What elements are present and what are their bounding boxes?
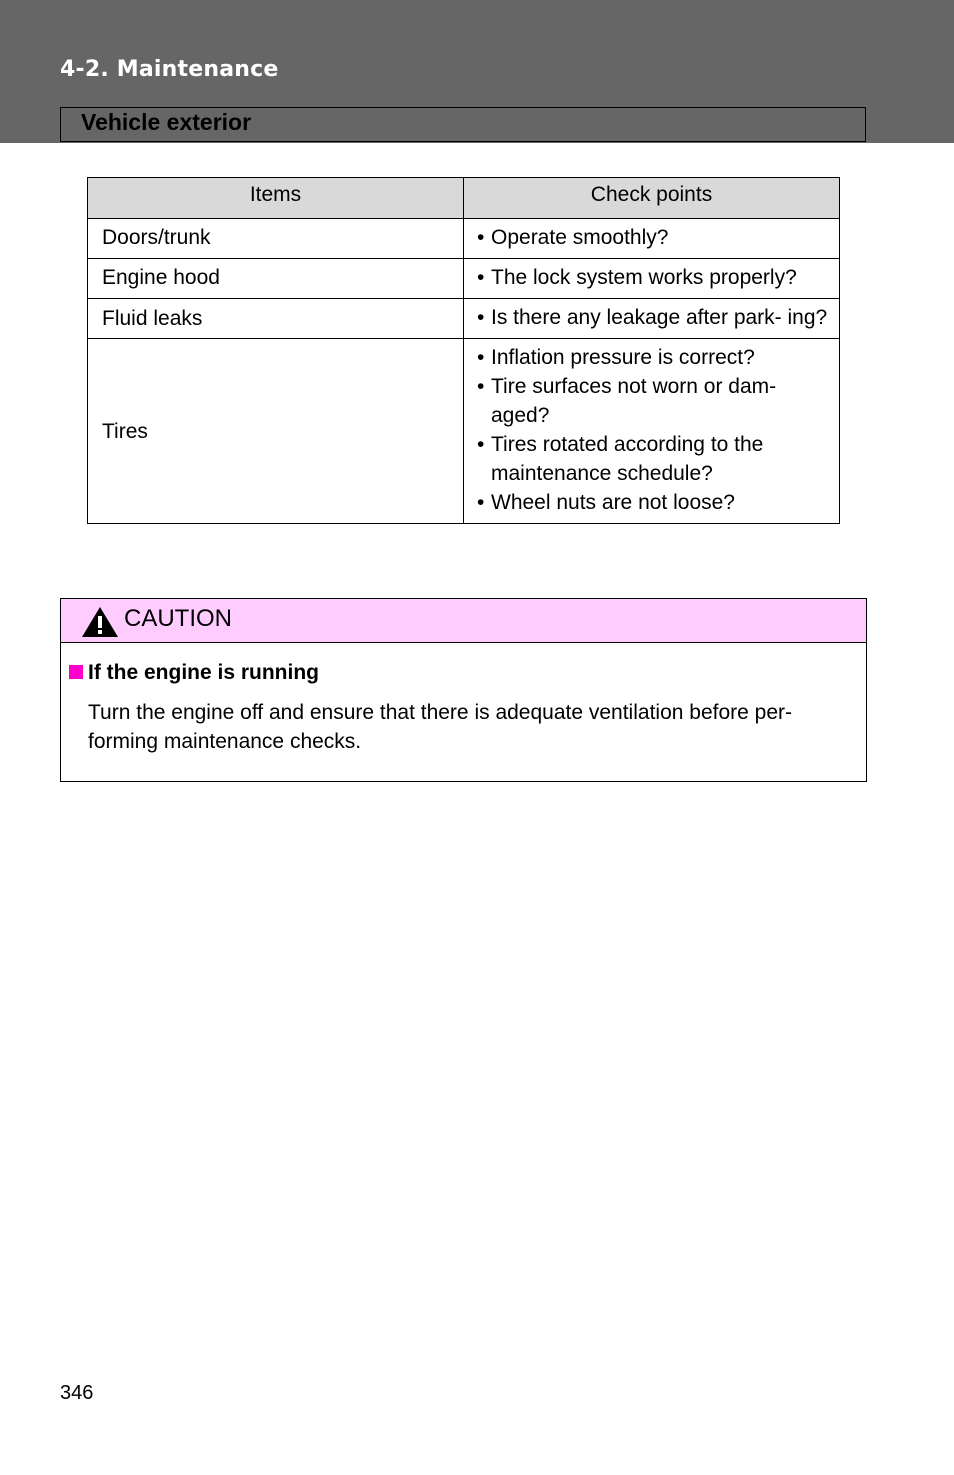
list-item: • Wheel nuts are not loose?: [477, 488, 831, 517]
table-row: [88, 299, 840, 339]
points-list: [477, 343, 831, 517]
caution-text: Turn the engine off and ensure that there is adequate ventilation before per- forming maintenance checks.: [88, 701, 792, 753]
points-cell: [464, 339, 840, 524]
list-item: • Is there any leakage after park- ing?: [477, 303, 831, 332]
section-box: [60, 107, 866, 142]
points-cell: [464, 299, 840, 339]
square-bullet-icon: [69, 665, 83, 679]
caution-label: CAUTION: [124, 605, 232, 632]
caution-header: [61, 599, 866, 643]
table-row: [88, 339, 840, 524]
points-cell: [464, 259, 840, 299]
points-list: [477, 303, 831, 332]
section-title: Vehicle exterior: [81, 109, 252, 135]
list-item: • The lock system works properly?: [477, 263, 831, 292]
header-band: [0, 0, 954, 143]
item-cell: Fluid leaks: [88, 299, 464, 339]
caution-subheading-text: If the engine is running: [88, 661, 319, 684]
list-item: • Inflation pressure is correct?: [477, 343, 831, 372]
item-cell: Tires: [88, 339, 464, 524]
page-number: 346: [60, 1382, 94, 1404]
item-cell: Doors/trunk: [88, 219, 464, 259]
chapter-title: 4-2. Maintenance: [60, 57, 279, 82]
column-header-check-points: Check points: [464, 178, 840, 219]
check-table: [87, 177, 840, 524]
list-item: • Tires rotated according to the maintenance schedule?: [477, 430, 831, 488]
points-list: [477, 263, 831, 292]
item-cell: Engine hood: [88, 259, 464, 299]
column-header-items: Items: [88, 178, 464, 219]
list-item: • Tire surfaces not worn or dam- aged?: [477, 372, 831, 430]
points-cell: [464, 219, 840, 259]
table-header-row: [88, 178, 840, 219]
caution-box: [60, 598, 867, 782]
warning-triangle-icon: [81, 606, 119, 638]
points-list: [477, 223, 831, 252]
table-row: [88, 219, 840, 259]
table-row: [88, 259, 840, 299]
list-item: • Operate smoothly?: [477, 223, 831, 252]
caution-subheading: [69, 661, 319, 685]
